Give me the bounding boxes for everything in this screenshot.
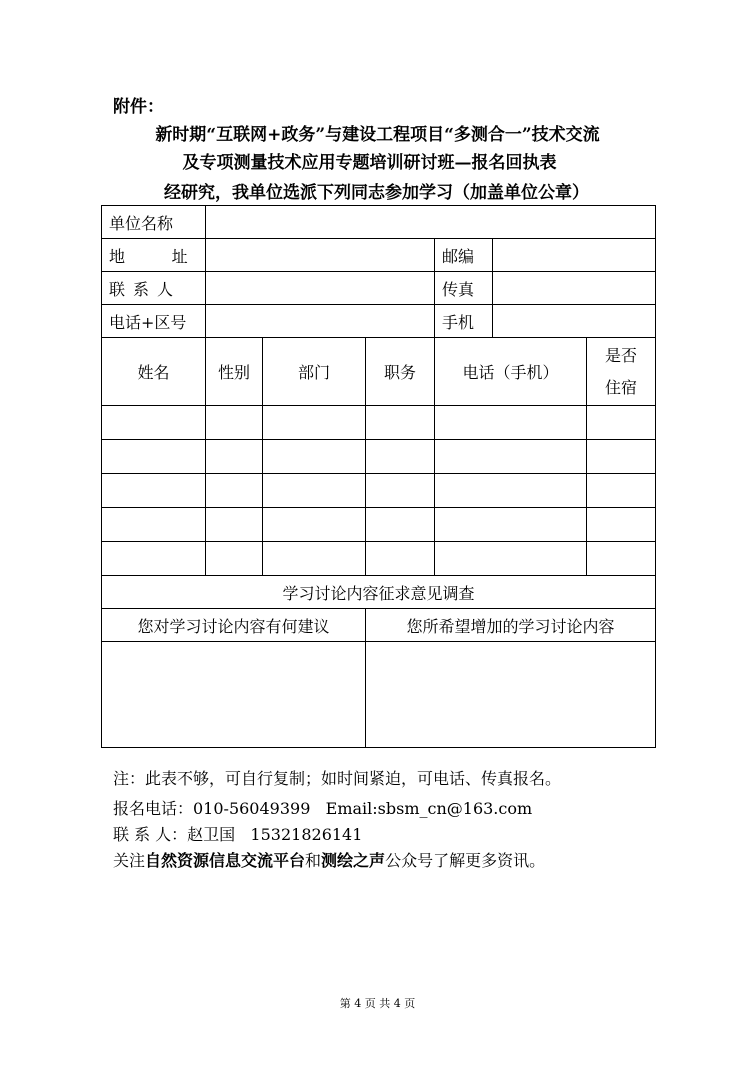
col-lodging-text: 是否住宿 (604, 345, 637, 397)
cell[interactable] (435, 440, 587, 474)
cell[interactable] (102, 474, 206, 508)
cell[interactable] (206, 406, 263, 440)
contact-label: 联系人 (102, 272, 206, 305)
cell[interactable] (263, 406, 366, 440)
phone-row (102, 305, 656, 338)
unit-name-label: 单位名称 (102, 206, 206, 239)
attendee-row (102, 508, 656, 542)
attendee-row (102, 406, 656, 440)
cell[interactable] (102, 542, 206, 576)
attachment-label: 附件： (113, 97, 164, 117)
follow-suffix: 公众号了解更多资讯。 (385, 851, 546, 870)
registration-table (101, 205, 656, 748)
phone-area-field[interactable] (206, 305, 435, 338)
follow-and: 和 (305, 851, 322, 870)
postcode-label: 邮编 (435, 239, 493, 272)
col-position: 职务 (366, 338, 435, 406)
cell[interactable] (587, 474, 656, 508)
postcode-field[interactable] (493, 239, 656, 272)
survey-wish-field[interactable] (366, 642, 656, 748)
phone-area-label: 电话+区号 (102, 305, 206, 338)
fax-label: 传真 (435, 272, 493, 305)
form-title-line2: 及专项测量技术应用专题培训研讨班—报名回执表 (182, 153, 557, 173)
attendee-row (102, 542, 656, 576)
address-row (102, 239, 656, 272)
col-department: 部门 (263, 338, 366, 406)
col-phone: 电话（手机） (435, 338, 587, 406)
unit-name-row (102, 206, 656, 239)
contact-row (102, 272, 656, 305)
unit-name-field[interactable] (206, 206, 656, 239)
cell[interactable] (263, 474, 366, 508)
fax-field[interactable] (493, 272, 656, 305)
cell[interactable] (206, 474, 263, 508)
cell[interactable] (587, 542, 656, 576)
cell[interactable] (263, 508, 366, 542)
cell[interactable] (587, 508, 656, 542)
cell[interactable] (435, 406, 587, 440)
cell[interactable] (102, 406, 206, 440)
cell[interactable] (435, 542, 587, 576)
cell[interactable] (206, 508, 263, 542)
cell[interactable] (206, 440, 263, 474)
cell[interactable] (366, 474, 435, 508)
attendee-row (102, 474, 656, 508)
mobile-label: 手机 (435, 305, 493, 338)
survey-suggest-label: 您对学习讨论内容有何建议 (102, 609, 366, 642)
cell[interactable] (366, 440, 435, 474)
cell[interactable] (366, 542, 435, 576)
voice-name: 测绘之声 (321, 851, 386, 870)
mobile-field[interactable] (493, 305, 656, 338)
contact-field[interactable] (206, 272, 435, 305)
survey-wish-label: 您所希望增加的学习讨论内容 (366, 609, 656, 642)
address-label: 地 址 (102, 239, 206, 272)
cell[interactable] (366, 508, 435, 542)
survey-title: 学习讨论内容征求意见调查 (102, 576, 656, 609)
form-title-line1: 新时期“互联网+政务”与建设工程项目“多测合一”技术交流 (155, 125, 600, 145)
cell[interactable] (263, 440, 366, 474)
form-title-line3: 经研究，我单位选派下列同志参加学习（加盖单位公章） (164, 183, 589, 203)
cell[interactable] (263, 542, 366, 576)
address-field[interactable] (206, 239, 435, 272)
attendee-header-row (102, 338, 656, 406)
cell[interactable] (366, 406, 435, 440)
follow-prefix: 关注 (113, 851, 146, 870)
col-lodging (587, 338, 656, 406)
survey-title-row (102, 576, 656, 609)
contact-person: 联 系 人：赵卫国 15321826141 (113, 825, 363, 844)
attendee-row (102, 440, 656, 474)
cell[interactable] (435, 508, 587, 542)
survey-suggest-field[interactable] (102, 642, 366, 748)
cell[interactable] (102, 440, 206, 474)
platform-name: 自然资源信息交流平台 (145, 851, 306, 870)
col-gender: 性别 (206, 338, 263, 406)
cell[interactable] (587, 440, 656, 474)
survey-header-row (102, 609, 656, 642)
registration-phone: 报名电话：010-56049399 Email:sbsm_cn@163.com (113, 799, 533, 818)
page-footer: 第 4 页 共 4 页 (339, 997, 416, 1010)
cell[interactable] (587, 406, 656, 440)
follow-line (113, 848, 545, 871)
survey-answer-row (102, 642, 656, 748)
cell[interactable] (206, 542, 263, 576)
cell[interactable] (102, 508, 206, 542)
note-text: 注：此表不够，可自行复制；如时间紧迫，可电话、传真报名。 (113, 769, 562, 788)
col-name: 姓名 (102, 338, 206, 406)
cell[interactable] (435, 474, 587, 508)
